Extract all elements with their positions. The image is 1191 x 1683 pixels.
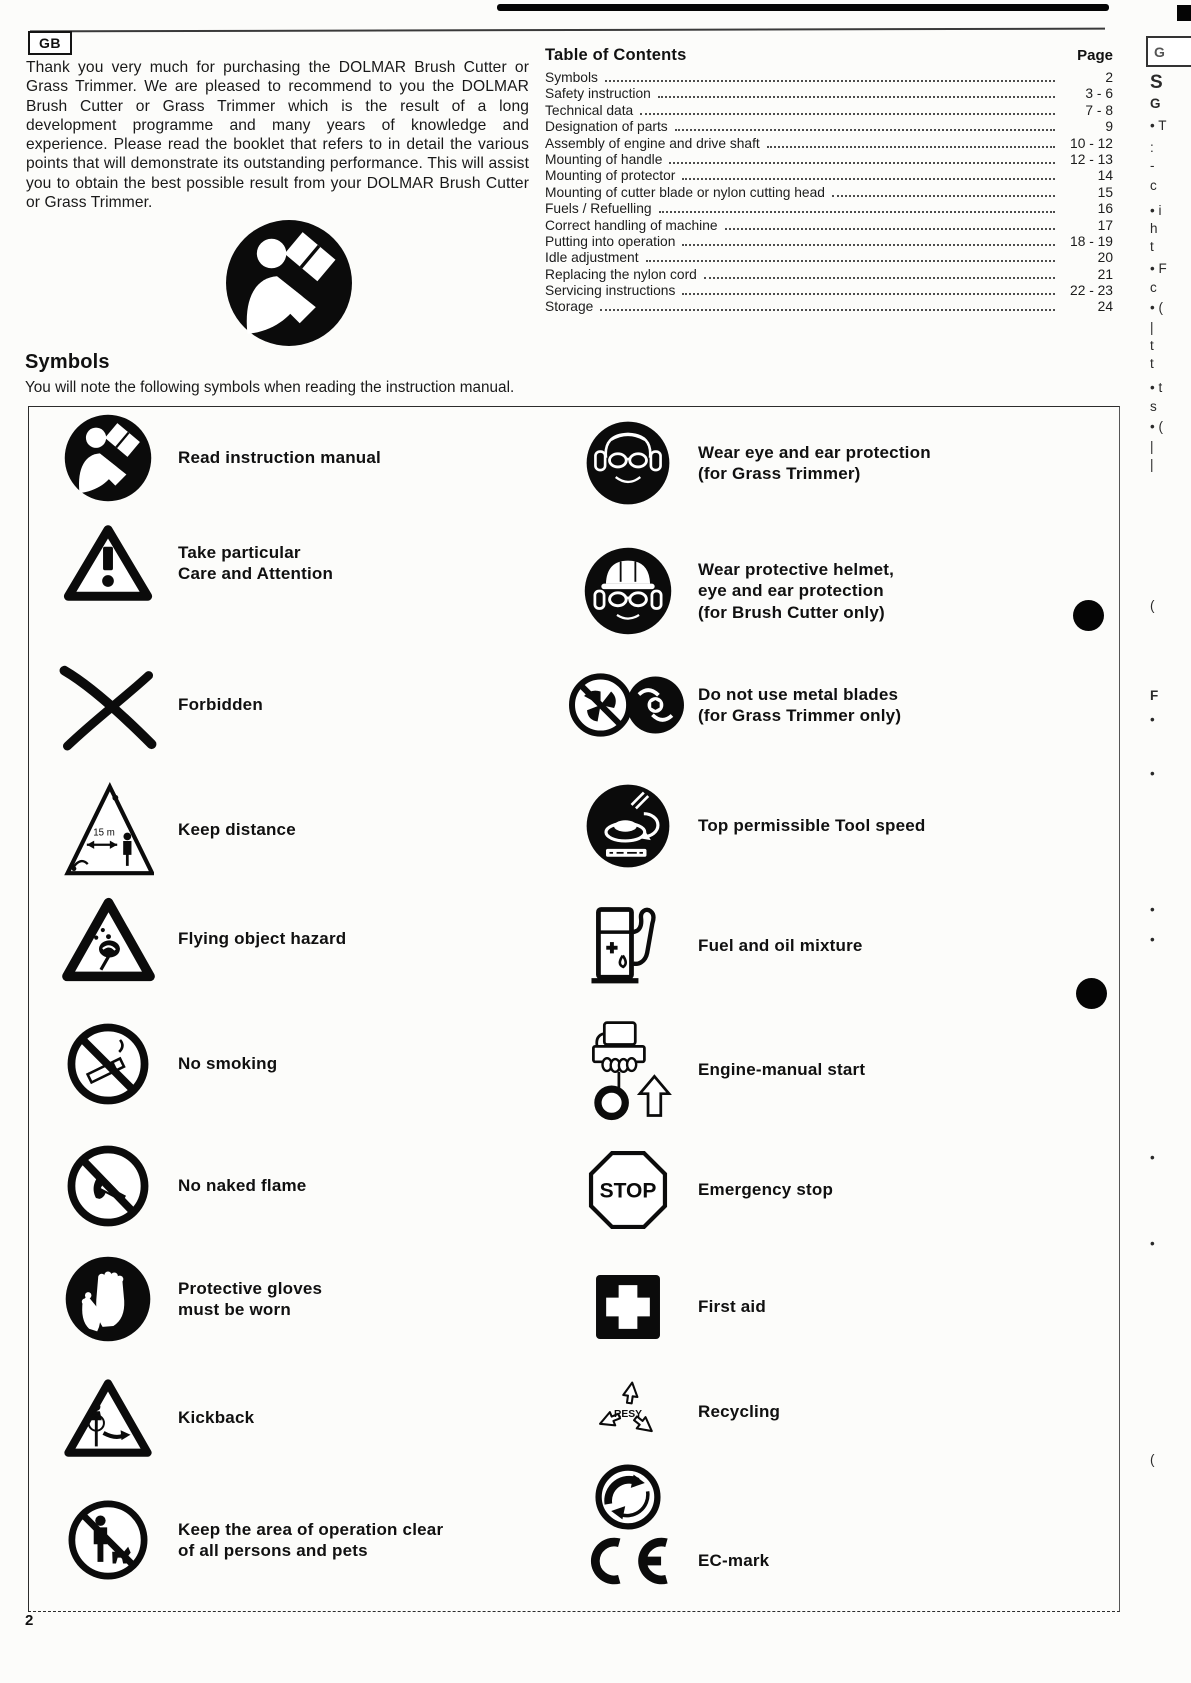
symbol-row-caution (46, 515, 333, 611)
text-fragment: s (1150, 399, 1157, 414)
toc-dotted-leader (682, 178, 1055, 180)
toc-dotted-leader (646, 260, 1055, 262)
symbol-label (178, 819, 296, 841)
toc-entry-pages: 9 (1105, 119, 1113, 135)
toc-entry (545, 152, 1113, 168)
text-fragment: • (1150, 1150, 1155, 1165)
keep-distance-icon (46, 782, 170, 878)
toc-dotted-leader (704, 277, 1055, 279)
scan-dot (1076, 978, 1107, 1009)
symbol-label-line: of all persons and pets (178, 1541, 368, 1560)
toc-dotted-leader (669, 162, 1055, 164)
toc-entry-pages: 2 (1105, 70, 1113, 85)
symbol-row-flying-object (46, 893, 346, 985)
next-page-text-bleed (1148, 0, 1191, 1683)
symbol-label (178, 1175, 306, 1197)
eye-ear-protection-icon (566, 419, 690, 507)
toc-entry (545, 201, 1113, 217)
text-fragment: t (1150, 239, 1154, 254)
symbol-label-line: (for Grass Trimmer) (698, 464, 861, 483)
text-fragment: ( (1150, 1452, 1155, 1467)
toc-page-column-header: Page (1077, 47, 1113, 64)
symbol-label-line: must be worn (178, 1300, 291, 1319)
text-fragment: • F (1150, 261, 1167, 276)
first-aid-icon (566, 1268, 690, 1346)
text-fragment: - (1150, 158, 1155, 173)
symbol-label-line: Care and Attention (178, 564, 334, 583)
symbol-row-kickback (46, 1372, 254, 1464)
symbol-label-line: Fuel and oil mixture (698, 936, 863, 956)
no-naked-flame-icon (46, 1143, 170, 1229)
toc-dotted-leader (640, 113, 1055, 115)
toc-entry-pages: 17 (1097, 217, 1113, 233)
no-persons-pets-icon (46, 1498, 170, 1582)
symbol-label-line: Read instruction manual (178, 447, 381, 467)
toc-header (545, 46, 1113, 65)
symbol-label-line: Keep distance (178, 820, 296, 840)
symbols-subtitle: You will note the following symbols when reading the instruction manual. (25, 379, 515, 396)
next-page-language-badge: G (1146, 36, 1191, 67)
tool-speed-icon (566, 782, 690, 870)
read-instruction-manual-icon (46, 412, 170, 504)
text-fragment: • ( (1150, 300, 1163, 315)
symbol-label (698, 1296, 766, 1318)
toc-entry (545, 185, 1113, 201)
text-fragment: • (1150, 766, 1155, 781)
toc-entry (545, 234, 1113, 250)
toc-dotted-leader (832, 195, 1055, 197)
toc-entry-label: Putting into operation (545, 233, 676, 249)
symbol-label-line: Top permissible Tool speed (698, 816, 926, 836)
toc-entry-pages: 12 - 13 (1070, 151, 1113, 167)
toc-entry-pages: 21 (1097, 266, 1113, 282)
toc-entry-label: Replacing the nylon cord (545, 266, 697, 282)
text-fragment: | (1150, 457, 1154, 472)
text-fragment: • (1150, 712, 1155, 727)
toc-dotted-leader (658, 96, 1055, 98)
text-fragment: t (1150, 338, 1154, 353)
toc-entry-label: Technical data (545, 102, 634, 118)
kickback-icon (46, 1378, 170, 1459)
green-dot-icon (566, 1462, 690, 1532)
read-manual-icon (222, 216, 356, 350)
symbol-label-line: No naked flame (178, 1176, 307, 1196)
symbol-label-line: Take particular (178, 542, 301, 562)
text-fragment: G (1150, 96, 1161, 111)
text-fragment: • i (1150, 203, 1162, 218)
table-of-contents (545, 46, 1113, 316)
distance-text: 15 m (93, 827, 115, 839)
toc-title: Table of Contents (545, 46, 687, 64)
text-fragment: | (1150, 320, 1154, 335)
symbol-label-line: First aid (698, 1297, 766, 1317)
language-badge: GB (28, 31, 72, 55)
header-rule (30, 28, 1105, 33)
toc-entry (545, 267, 1113, 283)
engine-manual-start-icon (566, 1019, 690, 1121)
toc-entry-label: Designation of parts (545, 119, 668, 135)
symbol-row-keep-distance (46, 778, 296, 882)
symbol-label (178, 1407, 254, 1429)
toc-entry-pages: 22 - 23 (1070, 283, 1113, 299)
symbol-row-fuel-oil (566, 900, 863, 992)
toc-entry-pages: 14 (1097, 168, 1113, 184)
toc-dotted-leader (605, 80, 1055, 82)
symbol-row-ec-mark (566, 1532, 769, 1590)
text-fragment: • (1150, 1236, 1155, 1251)
symbol-row-emergency-stop (566, 1146, 833, 1234)
symbol-label (698, 1179, 833, 1201)
symbol-row-recycling (566, 1376, 780, 1448)
toc-entry (545, 299, 1113, 315)
symbol-label (698, 559, 894, 624)
text-fragment: • T (1150, 118, 1167, 133)
symbol-row-eye-ear-protection (566, 415, 931, 511)
symbol-label (698, 1401, 780, 1423)
toc-entry (545, 168, 1113, 184)
symbol-label-line: Emergency stop (698, 1180, 834, 1200)
toc-entry-label: Mounting of handle (545, 151, 663, 167)
text-fragment: c (1150, 280, 1157, 295)
symbols-heading: Symbols (25, 351, 110, 373)
symbol-row-keep-area-clear (46, 1495, 443, 1585)
toc-entry (545, 103, 1113, 119)
toc-entry (545, 86, 1113, 102)
text-fragment: • (1150, 932, 1155, 947)
ec-mark-icon (566, 1534, 690, 1588)
recycling-icon (566, 1376, 690, 1449)
toc-entry-label: Assembly of engine and drive shaft (545, 135, 760, 151)
toc-entry-label: Mounting of protector (545, 168, 676, 184)
toc-entry-pages: 16 (1097, 201, 1113, 217)
symbol-label-line: Forbidden (178, 695, 263, 715)
text-fragment: : (1150, 140, 1154, 155)
symbol-label (698, 815, 926, 837)
symbol-label-line: Wear eye and ear protection (698, 442, 931, 462)
toc-entry-label: Idle adjustment (545, 250, 639, 266)
toc-entry (545, 136, 1113, 152)
symbol-label-line: Keep the area of operation clear (178, 1519, 444, 1539)
toc-dotted-leader (600, 309, 1055, 311)
symbol-row-engine-start (566, 1018, 865, 1122)
symbol-label-line: eye and ear protection (698, 581, 884, 601)
protective-gloves-icon (46, 1254, 170, 1344)
forbidden-icon (46, 659, 170, 751)
text-fragment: h (1150, 221, 1158, 236)
symbol-label-line: No smoking (178, 1054, 278, 1074)
resy-text: RESY (613, 1408, 643, 1420)
toc-entry-label: Correct handling of machine (545, 217, 718, 233)
toc-entry-label: Fuels / Refuelling (545, 201, 652, 217)
toc-entry-pages: 15 (1097, 184, 1113, 200)
symbol-label-line: Engine-manual start (698, 1060, 866, 1080)
symbol-label (178, 1519, 443, 1562)
text-fragment: t (1150, 356, 1154, 371)
symbol-row-read-manual (46, 405, 381, 510)
symbol-label-line: EC-mark (698, 1551, 770, 1571)
symbol-label-line: Recycling (698, 1402, 781, 1422)
symbol-row-gloves (46, 1252, 322, 1346)
warning-triangle-icon (46, 523, 170, 603)
symbol-label-line: Kickback (178, 1408, 255, 1428)
symbol-row-forbidden (46, 655, 263, 755)
fuel-oil-mixture-icon (566, 902, 690, 990)
scan-dot (1073, 600, 1104, 631)
symbol-label (698, 1550, 769, 1572)
text-fragment: F (1150, 688, 1159, 703)
toc-entry (545, 70, 1113, 86)
flying-object-hazard-icon (46, 896, 170, 983)
symbol-label (178, 694, 263, 716)
symbol-label (698, 935, 863, 957)
symbol-row-no-smoking (46, 1018, 277, 1110)
intro-paragraph: Thank you very much for purchasing the DOLMAR Brush Cutter or Grass Trimmer. We are pleased to recommend to you the DOLMAR Brush Cutter or Grass Trimmer which is the result of a long development programme and many years of knowledge and experience. Please read the booklet that refers to in detail the various points that will demonstrate its outstanding performance. This will assist you to obtain the best possible result from your DOLMAR Brush Cutter or Grass Trimmer. (26, 59, 529, 212)
symbol-label-line: Do not use metal blades (698, 684, 899, 704)
toc-entry (545, 250, 1113, 266)
toc-dotted-leader (682, 293, 1055, 295)
toc-entry-label: Symbols (545, 70, 598, 85)
toc-entry-pages: 20 (1097, 250, 1113, 266)
symbol-row-helmet-protection (566, 542, 894, 640)
symbol-label (178, 447, 381, 469)
scan-top-bar (497, 4, 1109, 11)
helmet-eye-ear-protection-icon (566, 545, 690, 637)
symbol-label-line: Wear protective helmet, (698, 559, 895, 579)
text-fragment: • (1150, 902, 1155, 917)
stop-text: STOP (599, 1179, 657, 1203)
toc-entry-pages: 24 (1097, 299, 1113, 315)
symbol-label (178, 928, 346, 950)
text-fragment: • t (1150, 380, 1163, 395)
toc-entry (545, 283, 1113, 299)
symbol-label-line: (for Grass Trimmer only) (698, 706, 902, 725)
symbol-label (698, 442, 931, 485)
toc-entry-pages: 18 - 19 (1070, 233, 1113, 249)
symbol-row-green-dot (566, 1462, 690, 1532)
text-fragment: c (1150, 178, 1157, 193)
toc-dotted-leader (725, 228, 1055, 230)
toc-dotted-leader (675, 129, 1055, 131)
toc-entry-pages: 7 - 8 (1085, 102, 1113, 118)
no-smoking-icon (46, 1021, 170, 1107)
symbol-label (178, 542, 333, 585)
page-number: 2 (25, 1612, 34, 1629)
toc-entry-pages: 10 - 12 (1070, 135, 1113, 151)
symbol-row-first-aid (566, 1266, 766, 1348)
toc-entry-label: Safety instruction (545, 86, 651, 102)
toc-entry-list (545, 70, 1113, 316)
symbol-label (698, 1059, 865, 1081)
toc-dotted-leader (682, 244, 1055, 246)
emergency-stop-icon (566, 1148, 690, 1232)
symbol-label (178, 1278, 322, 1321)
symbol-row-tool-speed (566, 780, 926, 872)
symbol-label (698, 684, 901, 727)
text-fragment: S (1150, 72, 1163, 93)
symbol-row-no-naked-flame (46, 1140, 306, 1232)
toc-entry-pages: 3 - 6 (1085, 86, 1113, 102)
toc-entry-label: Storage (545, 299, 594, 315)
text-fragment: • ( (1150, 419, 1163, 434)
symbol-label (178, 1053, 277, 1075)
text-fragment: | (1150, 439, 1154, 454)
toc-entry-label: Mounting of cutter blade or nylon cutting head (545, 184, 825, 200)
text-fragment: ( (1150, 598, 1155, 613)
toc-entry (545, 218, 1113, 234)
symbol-label-line: (for Brush Cutter only) (698, 602, 885, 622)
toc-dotted-leader (659, 211, 1055, 213)
no-metal-blades-icon (566, 667, 690, 743)
symbol-label-line: Flying object hazard (178, 929, 347, 949)
toc-entry-label: Servicing instructions (545, 283, 676, 299)
symbol-label-line: Protective gloves (178, 1278, 323, 1298)
toc-entry (545, 119, 1113, 135)
toc-dotted-leader (767, 146, 1055, 148)
symbol-row-no-metal-blades (566, 665, 901, 745)
